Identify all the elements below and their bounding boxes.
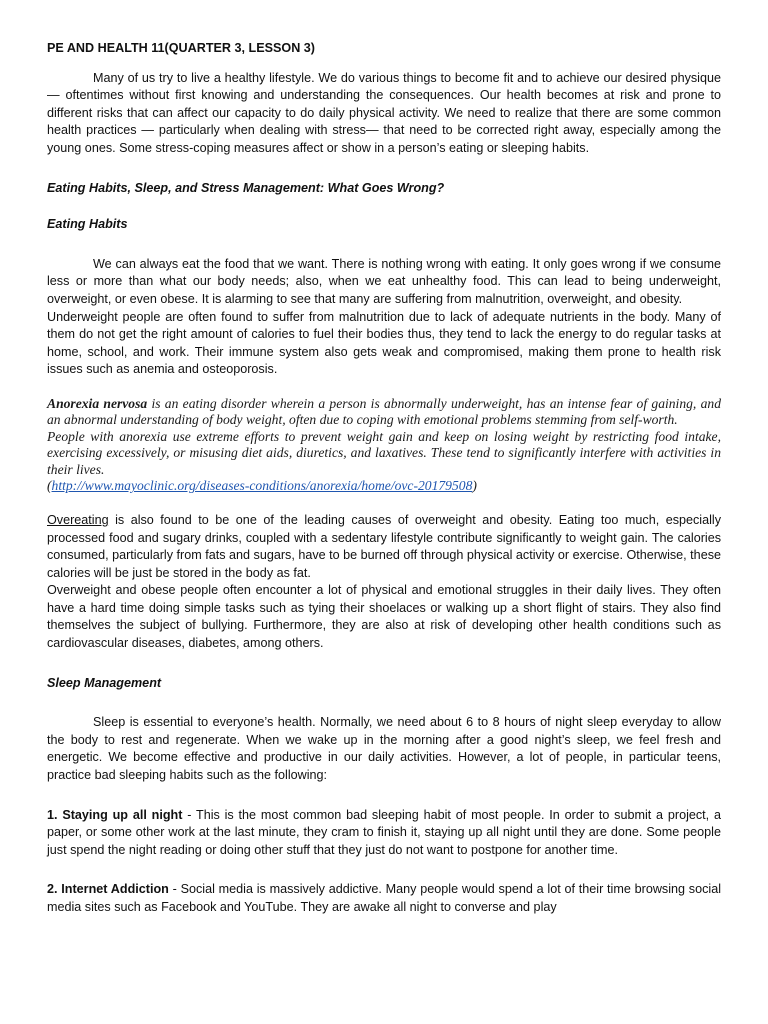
sleep-habit-item-1 — [47, 807, 721, 860]
source-close-paren: ) — [472, 478, 477, 494]
source-open-paren: ( — [47, 478, 52, 494]
item-2-label: 2. Internet Addiction — [47, 882, 169, 897]
document-body — [47, 40, 721, 917]
anorexia-paragraph: People with anorexia use extreme efforts to prevent weight gain and keep on losing weight by restricting food intake, exercising excessively, or misusing diet aids, diuretics, and laxatives. These tend to significantly interfere with activities in their lives. — [47, 428, 721, 477]
intro-paragraph: Many of us try to live a healthy lifestyle. We do various things to become fit and to achieve our desired physique — oftentimes without first knowing and understanding the consequences. Our health becomes at risk and prone to different risks that can affect our capacity to do daily physical activity. We need to realize that there are some common health practices — particularly when dealing with stress— that need to be corrected right away, especially among the young ones. Some stress-coping measures affect or show in a person’s eating or sleeping habits. — [47, 70, 721, 155]
overeating-paragraph — [47, 512, 721, 582]
page-title: PE AND HEALTH 11(QUARTER 3, LESSON 3) — [47, 41, 316, 55]
eating-paragraph-1: We can always eat the food that we want. There is nothing wrong with eating. It only goes wrong if we consume less or more than what our body needs; also, when we eat unhealthy food. This can lead to being underweight, overweight, or even obese. It is alarming to see that many are suffering from malnutrition, overweight, and obesity. — [47, 256, 721, 306]
sleep-paragraph-1: Sleep is essential to everyone’s health. Normally, we need about 6 to 8 hours of night sleep everyday to allow the body to rest and regenerate. When we wake up in the morning after a good night’s sleep, we feel fresh and energetic. We become effective and productive in our daily activities. However, a lot of people, in particular teens, practice bad sleeping habits such as the following: — [47, 715, 721, 783]
overeating-term: Overeating — [47, 512, 109, 527]
mayoclinic-link[interactable]: http://www.mayoclinic.org/diseases-conditions/anorexia/home/ovc-20179508 — [51, 478, 473, 494]
anorexia-source — [47, 478, 721, 495]
eating-habits-heading: Eating Habits — [47, 217, 128, 232]
sleep-management-heading: Sleep Management — [47, 675, 162, 690]
sleep-habit-item-2 — [47, 881, 721, 916]
section-heading: Eating Habits, Sleep, and Stress Management: What Goes Wrong? — [47, 180, 445, 195]
anorexia-definition-text: is an eating disorder wherein a person is abnormally underweight, has an intense fear of gaining, and an abnormal understanding of body weight, often due to coping with emotional problems stemming from self-worth. — [47, 395, 721, 428]
anorexia-block — [47, 396, 721, 495]
overeating-text: is also found to be one of the leading causes of overweight and obesity. Eating too much, especially processed food and sugary drinks, coupled with a sedentary lifestyle contribute significantly to weight gain. The calories consumed, particularly from fats and sugars, have to be burned off through physical activity or exercise. Otherwise, these calories will be just be stored in the body as fat. — [47, 512, 721, 580]
anorexia-definition — [47, 396, 721, 429]
item-1-text: - This is the most common bad sleeping habit of most people. In order to submit a project, a paper, or some other work at the last minute, they cram to finish it, staying up all night until they are done. Some people just spend the night reading or doing other stuff that they just do not want to postpone for another time. — [47, 807, 721, 857]
overweight-paragraph: Overweight and obese people often encounter a lot of physical and emotional struggles in their daily lives. They often have a hard time doing simple tasks such as tying their shoelaces or walking up a short flight of stairs. They also find themselves the subject of bullying. Furthermore, they are also at risk of developing other health conditions such as cardiovascular diseases, diabetes, among others. — [47, 583, 721, 651]
item-2-text: - Social media is massively addictive. Many people would spend a lot of their time browsing social media sites such as Facebook and YouTube. They are awake all night to converse and play — [47, 882, 721, 914]
underweight-paragraph: Underweight people are often found to suffer from malnutrition due to lack of adequate nutrients in the body. Many of them do not get the right amount of calories to fuel their bodies thus, they tend to lack the energy to do regular tasks at home, school, and work. Their immune system also gets weak and compromised, making them prone to health risk issues such as anemia and osteoporosis. — [47, 309, 721, 377]
item-1-label: 1. Staying up all night — [47, 807, 183, 822]
anorexia-term: Anorexia nervosa — [47, 395, 148, 411]
